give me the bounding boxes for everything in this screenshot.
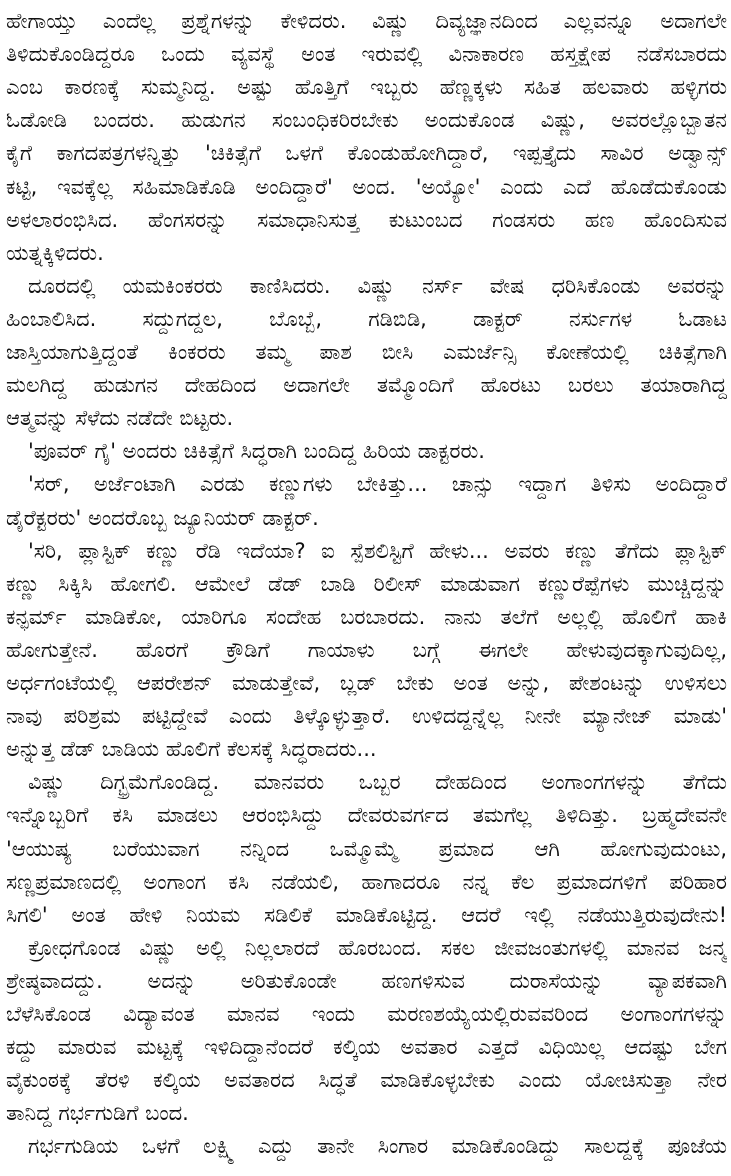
text-line: ಕದ್ದು ಮಾರುವ ಮಟ್ಟಕ್ಕೆ ಇಳಿದಿದ್ದಾನೆಂದರೆ ಕಲ್ಕಿಯ ಅವತಾರ ಎತ್ತದೆ ವಿಧಿಯಿಲ್ಲ ಆದಷ್ಟು ಬೇಗ bbox=[6, 1035, 727, 1060]
text-line: ಆತ್ಮವನ್ನು ಸೆಳೆದು ನಡೆದೇ ಬಿಟ್ಟರು. bbox=[6, 406, 234, 431]
text-line: ಸಣ್ಣಪ್ರಮಾಣದಲ್ಲಿ ಅಂಗಾಂಗ ಕಸಿ ನಡೆಯಲಿ, ಹಾಗಾದರೂ ನನ್ನ ಕೆಲ ಪ್ರಮಾದಗಳಿಗೆ ಪರಿಹಾರ bbox=[6, 869, 727, 894]
text-line: ಮಲಗಿದ್ದ ಹುಡುಗನ ದೇಹದಿಂದ ಅದಾಗಲೇ ತಮ್ಮೊಂದಿಗೆ ಹೊರಟು ಬರಲು ತಯಾರಾಗಿದ್ದ bbox=[6, 373, 727, 398]
text-line: ವೈಕುಂಠಕ್ಕೆ ತೆರಳಿ ಕಲ್ಕಿಯ ಅವತಾರದ ಸಿದ್ಧತೆ ಮಾಡಿಕೊಳ್ಳಬೇಕು ಎಂದು ಯೋಚಿಸುತ್ತಾ ನೇರ bbox=[6, 1068, 727, 1093]
text-line: ದೂರದಲ್ಲಿ ಯಮಕಿಂಕರರು ಕಾಣಿಸಿದರು. ವಿಷ್ಣು ನರ್ಸ್ ವೇಷ ಧರಿಸಿಕೊಂಡು ಅವರನ್ನು bbox=[28, 273, 727, 298]
text-line: ಗರ್ಭಗುಡಿಯ ಒಳಗೆ ಲಕ್ಷ್ಮಿ ಎದ್ದು ತಾನೇ ಸಿಂಗಾರ ಮಾಡಿಕೊಂಡಿದ್ದು ಸಾಲದ್ದಕ್ಕೆ ಪೂಜೆಯ bbox=[28, 1134, 727, 1159]
text-line: ವಿಷ್ಣು ದಿಗ್ಭ್ರಮೆಗೊಂಡಿದ್ದ. ಮಾನವರು ಒಬ್ಬರ ದೇಹದಿಂದ ಅಂಗಾಂಗಗಳನ್ನು ತೆಗೆದು bbox=[28, 770, 727, 795]
text-line: ನಾವು ಪರಿಶ್ರಮ ಪಟ್ಟಿದ್ದೇವೆ ಎಂದು ತಿಳ್ಕೊಳ್ಳುತ್ತಾರೆ. ಉಳಿದದ್ದನ್ನೆಲ್ಲ ನೀನೇ ಮ್ಯಾನೇಜ್ ಮಾಡು' bbox=[6, 704, 727, 729]
text-line: ಕನ್ಫರ್ಮ್ ಮಾಡಿಕೋ, ಯಾರಿಗೂ ಸಂದೇಹ ಬರಬಾರದು. ನಾನು ತಲೆಗೆ ಅಲ್ಲಲ್ಲಿ ಹೊಲಿಗೆ ಹಾಕಿ bbox=[6, 604, 727, 629]
text-line: ಹೋಗುತ್ತೇನೆ. ಹೊರಗೆ ಕ್ರೌಡಿಗೆ ಗಾಯಾಳು ಬಗ್ಗೆ ಈಗಲೇ ಹೇಳುವುದಕ್ಕಾಗುವುದಿಲ್ಲ, bbox=[6, 637, 727, 662]
text-line: ಕಟ್ಟಿ, ಇವಕ್ಕೆಲ್ಲ ಸಹಿಮಾಡಿಕೊಡಿ ಅಂದಿದ್ದಾರೆ' ಅಂದ. 'ಅಯ್ಯೋ' ಎಂದು ಎದೆ ಹೊಡೆದುಕೊಂಡು bbox=[6, 174, 727, 199]
text-line: ತಿಳಿದುಕೊಂಡಿದ್ದರೂ ಒಂದು ವ್ಯವಸ್ಥೆ ಅಂತ ಇರುವಲ್ಲಿ ವಿನಾಕಾರಣ ಹಸ್ತಕ್ಷೇಪ ನಡೆಸಬಾರದು bbox=[6, 42, 727, 67]
text-line: 'ಪೂವರ್ ಗೈ' ಅಂದರು ಚಿಕಿತ್ಸೆಗೆ ಸಿದ್ಧರಾಗಿ ಬಂದಿದ್ದ ಹಿರಿಯ ಡಾಕ್ಟರರು. bbox=[28, 439, 485, 464]
text-line: ಇನ್ನೊಬ್ಬರಿಗೆ ಕಸಿ ಮಾಡಲು ಆರಂಭಿಸಿದ್ದು ದೇವರುವರ್ಗದ ತಮಗೆಲ್ಲ ತಿಳಿದಿತ್ತು. ಬ್ರಹ್ಮದೇವನೇ bbox=[6, 803, 727, 828]
text-line: ಸಿಗಲಿ' ಅಂತ ಹೇಳಿ ನಿಯಮ ಸಡಿಲಿಕೆ ಮಾಡಿಕೊಟ್ಟಿದ್ದ. ಆದರೆ ಇಲ್ಲಿ ನಡೆಯುತ್ತಿರುವುದೇನು! bbox=[6, 902, 727, 927]
text-line: ಕ್ರೋಧಗೊಂಡ ವಿಷ್ಣು ಅಲ್ಲಿ ನಿಲ್ಲಲಾರದೆ ಹೊರಬಂದ. ಸಕಲ ಜೀವಜಂತುಗಳಲ್ಲಿ ಮಾನವ ಜನ್ಮ bbox=[28, 935, 727, 960]
text-line: 'ಸರಿ, ಪ್ಲಾಸ್ಟಿಕ್ ಕಣ್ಣು ರೆಡಿ ಇದೆಯಾ? ಐ ಸ್ಪೆಶಲಿಸ್ಟಿಗೆ ಹೇಳು... ಅವರು ಕಣ್ಣು ತೆಗೆದು ಪ್ಲಾಸ್ಟಿಕ್ bbox=[28, 538, 727, 563]
text-line: ಹಿಂಬಾಲಿಸಿದ. ಸದ್ದುಗದ್ದಲ, ಬೊಬ್ಬೆ, ಗಡಿಬಿಡಿ, ಡಾಕ್ಟರ್ ನರ್ಸುಗಳ ಓಡಾಟ bbox=[6, 306, 727, 331]
text-line: ಜಾಸ್ತಿಯಾಗುತ್ತಿದ್ದಂತೆ ಕಿಂಕರರು ತಮ್ಮ ಪಾಶ ಬೀಸಿ ಎಮರ್ಜೆನ್ಸಿ ಕೋಣೆಯಲ್ಲಿ ಚಿಕಿತ್ಸೆಗಾಗಿ bbox=[6, 340, 727, 364]
text-line: ಅಳಲಾರಂಭಿಸಿದ. ಹೆಂಗಸರನ್ನು ಸಮಾಧಾನಿಸುತ್ತ ಕುಟುಂಬದ ಗಂಡಸರು ಹಣ ಹೊಂದಿಸುವ bbox=[6, 207, 727, 232]
text-line: ಅನ್ನುತ್ತ ಡೆಡ್ ಬಾಡಿಯ ಹೊಲಿಗೆ ಕೆಲಸಕ್ಕೆ ಸಿದ್ಧರಾದರು... bbox=[6, 737, 377, 762]
text-line: ಯತ್ನಕ್ಕಿಳಿದರು. bbox=[6, 240, 104, 265]
text-line: ಬೆಳೆಸಿಕೊಂಡ ವಿದ್ಯಾವಂತ ಮಾನವ ಇಂದು ಮರಣಶಯ್ಯೆಯಲ್ಲಿರುವವರಿಂದ ಅಂಗಾಂಗಗಳನ್ನು bbox=[6, 1002, 727, 1026]
text-line: ಓಡೋಡಿ ಬಂದರು. ಹುಡುಗನ ಸಂಬಂಧಿಕರಿರಬೇಕು ಅಂದುಕೊಂಡ ವಿಷ್ಣು, ಅವರಲ್ಲೊಬ್ಬಾತನ bbox=[6, 108, 727, 133]
text-line: ತಾನಿದ್ದ ಗರ್ಭಗುಡಿಗೆ ಬಂದ. bbox=[6, 1101, 189, 1126]
text-line: ಎಂಬ ಕಾರಣಕ್ಕೆ ಸುಮ್ಮನಿದ್ದ. ಅಷ್ಟು ಹೊತ್ತಿಗೆ ಇಬ್ಬರು ಹೆಣ್ಣಕ್ಕಳು ಸಹಿತ ಹಲವಾರು ಹಳ್ಳಿಗರು bbox=[6, 75, 727, 100]
text-line: 'ಸರ್, ಅರ್ಜೆಂಟಾಗಿ ಎರಡು ಕಣ್ಣುಗಳು ಬೇಕಿತ್ತು... ಚಾನ್ಸು ಇದ್ದಾಗ ತಿಳಿಸು ಅಂದಿದ್ದಾರೆ bbox=[28, 472, 727, 497]
text-line: ಶ್ರೇಷ್ಠವಾದದ್ದು. ಅದನ್ನು ಅರಿತುಕೊಂಡೇ ಹಣಗಳಿಸುವ ದುರಾಸೆಯನ್ನು ವ್ಯಾಪಕವಾಗಿ bbox=[6, 968, 727, 993]
text-line: ಅರ್ಧಗಂಟೆಯಲ್ಲಿ ಆಪರೇಶನ್ ಮಾಡುತ್ತೇವೆ, ಬ್ಲಡ್ ಬೇಕು ಅಂತ ಅನ್ನು, ಪೇಶಂಟನ್ನು ಉಳಿಸಲು bbox=[6, 671, 727, 695]
text-line: ಕೈಗೆ ಕಾಗದಪತ್ರಗಳನ್ನಿತ್ತು 'ಚಿಕಿತ್ಸೆಗೆ ಒಳಗೆ ಕೊಂಡುಹೋಗಿದ್ದಾರೆ, ಇಪ್ಪತ್ತೈದು ಸಾವಿರ ಅಡ್ವಾನ್ಸ್ bbox=[6, 141, 727, 166]
text-line: ಕಣ್ಣು ಸಿಕ್ಕಿಸಿ ಹೋಗಲಿ. ಆಮೇಲೆ ಡೆಡ್ ಬಾಡಿ ರಿಲೀಸ್ ಮಾಡುವಾಗ ಕಣ್ಣುರೆಪ್ಪೆಗಳು ಮುಚ್ಚಿದ್ದನ್ನು bbox=[6, 571, 727, 596]
text-line: ಡೈರೆಕ್ಟರರು' ಅಂದರೊಬ್ಬ ಜ್ಯೂನಿಯರ್ ಡಾಕ್ಟರ್. bbox=[6, 505, 319, 530]
text-line: ಹೇಗಾಯ್ತು ಎಂದೆಲ್ಲ ಪ್ರಶ್ನೆಗಳನ್ನು ಕೇಳಿದರು. ವಿಷ್ಣು ದಿವ್ಯಜ್ಞಾನದಿಂದ ಎಲ್ಲವನ್ನೂ ಅದಾಗಲೇ bbox=[6, 9, 727, 33]
text-line: 'ಆಯುಷ್ಯ ಬರೆಯುವಾಗ ನನ್ನಿಂದ ಒಮ್ಮೊಮ್ಮೆ ಪ್ರಮಾದ ಆಗಿ ಹೋಗುವುದುಂಟು, bbox=[6, 836, 727, 861]
document-page bbox=[6, 0, 727, 1176]
